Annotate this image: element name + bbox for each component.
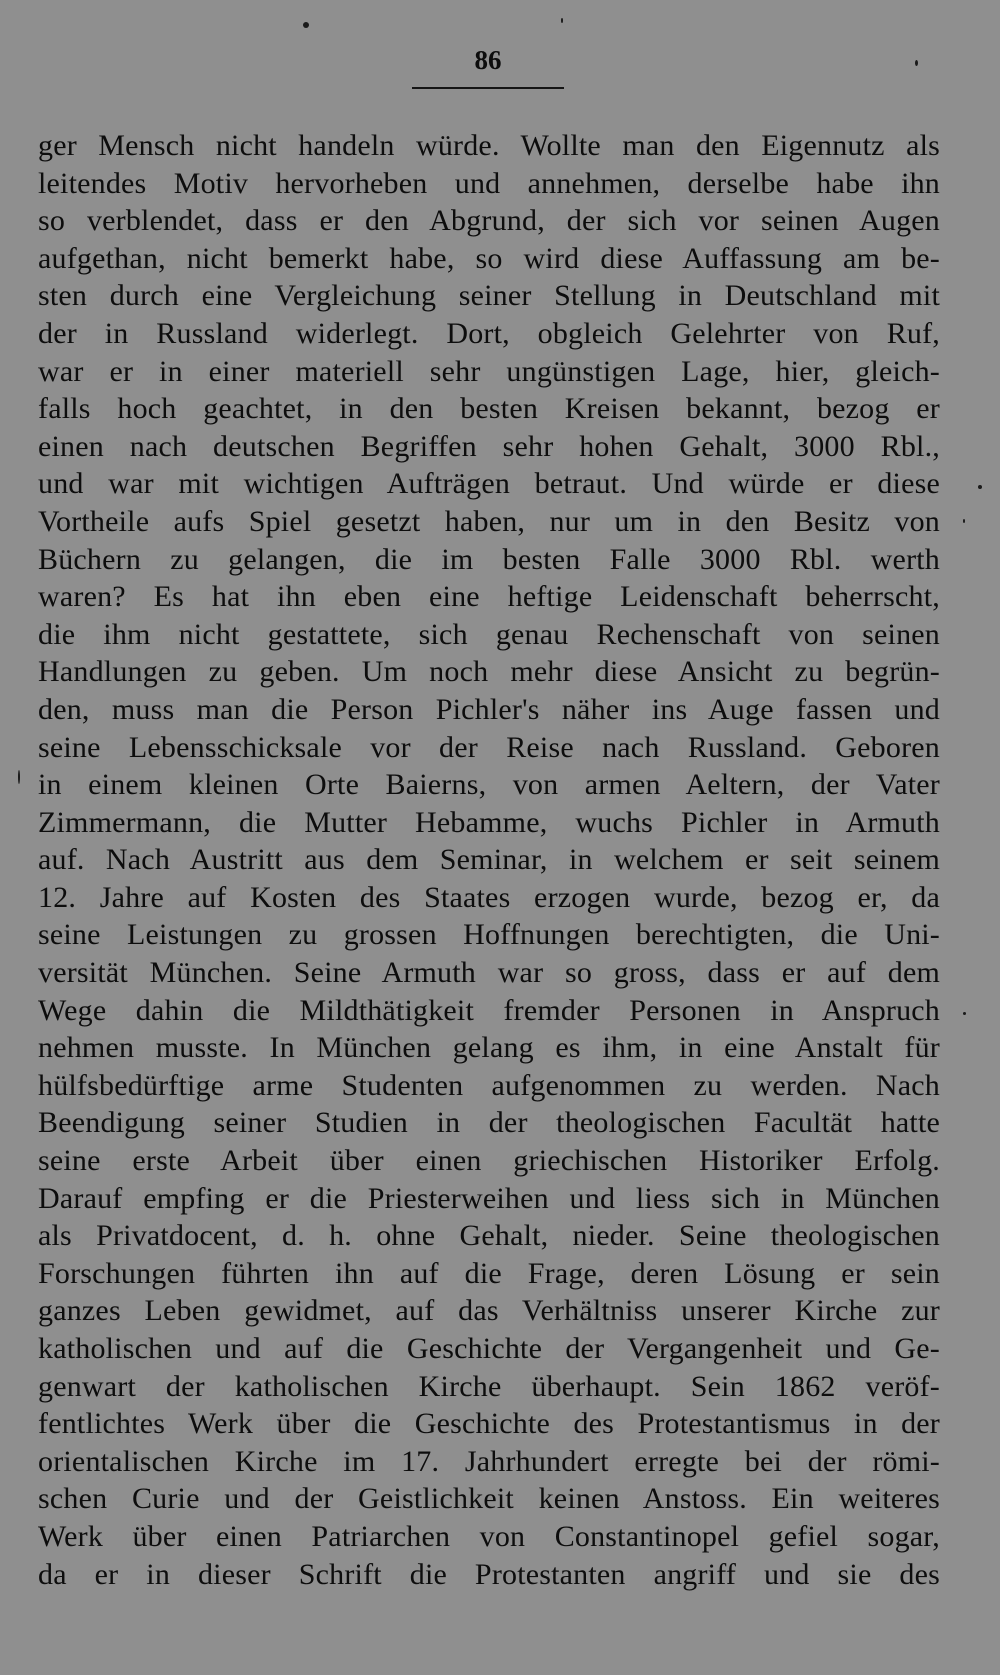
text-line: seine Leistungen zu grossen Hoffnungen berechtigten, die Uni- [38,918,940,952]
text-line: in einem kleinen Orte Baierns, von armen Aeltern, der Vater [38,768,940,802]
page-number: 86 [474,45,502,75]
text-line: der in Russland widerlegt. Dort, obgleich Gelehrter von Ruf, [38,316,940,350]
text-line: falls hoch geachtet, in den besten Kreisen bekannt, bezog er [38,392,940,426]
text-line: hülfsbedürftige arme Studenten aufgenommen zu werden. Nach [38,1068,940,1102]
text-line: seine erste Arbeit über einen griechischen Historiker Erfolg. [38,1144,940,1178]
text-line: als Privatdocent, d. h. ohne Gehalt, nieder. Seine theologischen [38,1219,940,1253]
ink-speck [963,519,965,523]
text-line: Beendigung seiner Studien in der theologischen Facultät hatte [38,1106,940,1140]
text-line: genwart der katholischen Kirche überhaupt. Sein 1862 veröf- [38,1369,940,1403]
text-line: nehmen musste. In München gelang es ihm, in eine Anstalt für [38,1031,940,1065]
ink-speck [915,60,918,66]
text-line: Zimmermann, die Mutter Hebamme, wuchs Pichler in Armuth [38,805,940,839]
text-line: sten durch eine Vergleichung seiner Stellung in Deutschland mit [38,279,940,313]
text-line: seine Lebensschicksale vor der Reise nach Russland. Geboren [38,730,940,764]
text-line: Vortheile aufs Spiel gesetzt haben, nur um in den Besitz von [38,504,940,538]
ink-speck [18,770,20,784]
text-line: leitendes Motiv hervorheben und annehmen, derselbe habe ihn [38,166,940,200]
text-line: den, muss man die Person Pichler's näher ins Auge fassen und [38,692,940,726]
ink-speck [978,485,982,489]
text-line: Forschungen führten ihn auf die Frage, deren Lösung er sein [38,1256,940,1290]
text-line: und war mit wichtigen Aufträgen betraut. Und würde er diese [38,467,940,501]
text-line: katholischen und auf die Geschichte der Vergangenheit und Ge- [38,1332,940,1365]
ink-speck [561,18,563,23]
page-header [412,44,564,76]
header-rule [412,87,564,89]
text-line: fentlichtes Werk über die Geschichte des Protestantismus in der [38,1407,940,1441]
text-line: da er in dieser Schrift die Protestanten angriff und sie des [38,1557,940,1591]
text-line: war er in einer materiell sehr ungünstigen Lage, hier, gleich- [38,354,940,388]
text-line: Handlungen zu geben. Um noch mehr diese Ansicht zu begrün- [38,655,940,689]
text-line: Wege dahin die Mildthätigkeit fremder Personen in Anspruch [38,993,940,1027]
text-line: waren? Es hat ihn eben eine heftige Leidenschaft beherrscht, [38,580,940,614]
text-line: so verblendet, dass er den Abgrund, der sich vor seinen Augen [38,204,940,238]
ink-speck [963,1012,966,1015]
text-line: die ihm nicht gestattete, sich genau Rechenschaft von seinen [38,617,940,651]
text-line: Darauf empfing er die Priesterweihen und liess sich in München [38,1181,940,1215]
text-line: ger Mensch nicht handeln würde. Wollte man den Eigennutz als [38,129,940,162]
text-line: auf. Nach Austritt aus dem Seminar, in welchem er seit seinem [38,843,940,877]
text-line: einen nach deutschen Begriffen sehr hohen Gehalt, 3000 Rbl., [38,429,940,463]
text-line: Werk über einen Patriarchen von Constantinopel gefiel sogar, [38,1519,940,1553]
text-line: orientalischen Kirche im 17. Jahrhundert erregte bei der römi- [38,1444,940,1478]
text-line: versität München. Seine Armuth war so gross, dass er auf dem [38,956,940,990]
ink-speck [303,22,309,28]
text-line: schen Curie und der Geistlichkeit keinen Anstoss. Ein weiteres [38,1482,940,1516]
body-text [38,127,940,1593]
text-line: Büchern zu gelangen, die im besten Falle 3000 Rbl. werth [38,542,940,576]
text-line: 12. Jahre auf Kosten des Staates erzogen wurde, bezog er, da [38,880,940,914]
text-line: aufgethan, nicht bemerkt habe, so wird diese Auffassung am be- [38,241,940,275]
text-line: ganzes Leben gewidmet, auf das Verhältniss unserer Kirche zur [38,1294,940,1328]
